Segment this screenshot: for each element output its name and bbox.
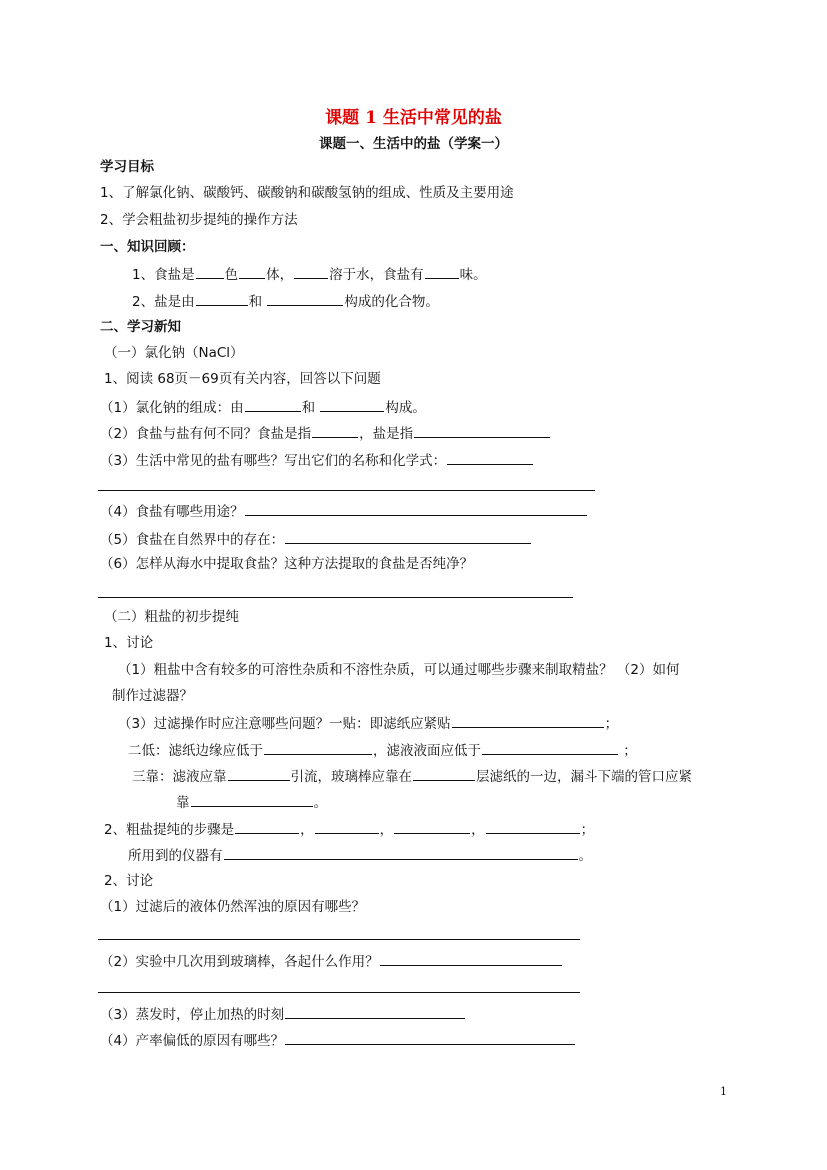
objective-2: 2、学会粗盐初步提纯的操作方法 <box>100 212 298 228</box>
discuss2-q4: （4）产率偏低的原因有哪些？ <box>100 1030 576 1050</box>
nacl-q5: （5）食盐在自然界中的存在： <box>100 529 532 549</box>
blank <box>228 766 290 781</box>
blank <box>447 450 533 465</box>
page-title: 课题 1 生活中常见的盐 <box>325 108 502 128</box>
blank <box>239 264 265 279</box>
answer-line <box>98 939 580 940</box>
discuss-q1-cont: 制作过滤器？ <box>112 688 193 704</box>
objective-1: 1、了解氯化钠、碳酸钙、碳酸钠和碳酸氢钠的组成、性质及主要用途 <box>100 185 514 201</box>
answer-line <box>98 490 595 491</box>
page-number: 1 <box>720 1085 727 1098</box>
blank <box>264 740 372 755</box>
blank <box>312 423 358 438</box>
blank <box>486 819 580 834</box>
blank <box>294 264 328 279</box>
nacl-q2: （2）食盐与盐有何不同？食盐是指 ，盐是指 <box>100 423 551 443</box>
blank <box>425 264 459 279</box>
discuss-q3: （3）过滤操作时应注意哪些问题？一贴：即滤纸应紧贴 ； <box>118 713 618 733</box>
blank <box>414 423 550 438</box>
blank <box>191 792 313 807</box>
blank <box>452 713 604 728</box>
blank <box>413 766 475 781</box>
blank <box>245 397 301 412</box>
review-q2: 2、盐是由 和 构成的化合物。 <box>132 291 439 311</box>
discuss-q3-three-lean: 三靠：滤液应靠 引流，玻璃棒应靠在 层滤纸的一边，漏斗下端的管口应紧 <box>132 766 692 786</box>
discuss-heading: 1、讨论 <box>104 635 154 651</box>
discuss-q3-two-low: 二低：滤纸边缘应低于 ，滤液液面应低于 ； <box>128 740 637 760</box>
part2-heading: （二）粗盐的初步提纯 <box>104 609 239 625</box>
discuss-q1: （1）粗盐中含有较多的可溶性杂质和不溶性杂质，可以通过哪些步骤来制取精盐？ （2）如何 <box>118 662 680 678</box>
blank <box>285 1004 465 1019</box>
nacl-q3: （3）生活中常见的盐有哪些？写出它们的名称和化学式： <box>100 450 534 470</box>
discuss2-heading: 2、讨论 <box>104 873 154 889</box>
blank <box>380 951 562 966</box>
instruments: 所用到的仪器有 。 <box>128 845 592 865</box>
blank <box>285 529 531 544</box>
discuss-q3-three-lean-cont: 靠 。 <box>176 792 327 812</box>
nacl-q6: （6）怎样从海水中提取食盐？这种方法提取的食盐是否纯净？ <box>100 556 474 572</box>
blank <box>482 740 618 755</box>
nacl-q4: （4）食盐有哪些用途？ <box>100 501 588 521</box>
blank <box>320 397 384 412</box>
answer-line <box>98 992 580 993</box>
answer-line <box>98 597 573 598</box>
discuss2-q3: （3）蒸发时，停止加热的时刻 <box>100 1004 466 1024</box>
page-subtitle: 课题一、生活中的盐（学案一） <box>319 136 508 152</box>
objectives-heading: 学习目标 <box>100 159 154 175</box>
blank <box>224 845 578 860</box>
review-q1: 1、食盐是 色 体， 溶于水，食盐有 味。 <box>132 264 487 284</box>
blank <box>267 291 343 306</box>
new-heading: 二、学习新知 <box>100 319 181 335</box>
read-instruction: 1、阅读 68页－69页有关内容，回答以下问题 <box>104 371 381 387</box>
blank <box>196 264 224 279</box>
discuss2-q1: （1）过滤后的液体仍然浑浊的原因有哪些？ <box>100 899 366 915</box>
discuss2-q2: （2）实验中几次用到玻璃棒，各起什么作用？ <box>100 951 563 971</box>
part1-heading: （一）氯化钠（NaCl） <box>104 345 244 361</box>
blank <box>235 819 299 834</box>
review-heading: 一、知识回顾： <box>100 239 195 255</box>
purification-steps: 2、粗盐提纯的步骤是 ， ， ， ； <box>104 819 594 839</box>
nacl-q1: （1）氯化钠的组成：由 和 构成。 <box>100 397 426 417</box>
blank <box>285 1030 575 1045</box>
blank <box>245 501 587 516</box>
blank <box>315 819 379 834</box>
blank <box>196 291 248 306</box>
blank <box>394 819 470 834</box>
